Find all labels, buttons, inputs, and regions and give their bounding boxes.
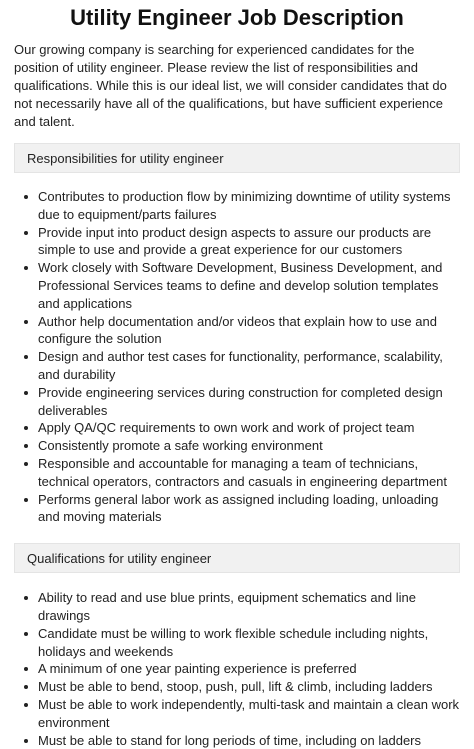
page-title: Utility Engineer Job Description xyxy=(70,5,404,30)
list-item: Provide engineering services during construction for completed design deliverables xyxy=(38,384,460,420)
list-item: Responsible and accountable for managing a team of technicians, technical operators, contractors and casuals in engineering department xyxy=(38,455,460,491)
list-item: Candidate must be willing to work flexible schedule including nights, holidays and weekends xyxy=(38,625,460,661)
qualifications-heading: Qualifications for utility engineer xyxy=(27,550,212,566)
list-item: Must be able to bend, stoop, push, pull, lift & climb, including ladders xyxy=(38,678,460,696)
list-item: Performs general labor work as assigned including loading, unloading and moving materials xyxy=(38,491,460,527)
list-item: Apply QA/QC requirements to own work and work of project team xyxy=(38,419,460,437)
responsibilities-heading: Responsibilities for utility engineer xyxy=(27,150,224,166)
list-item: Author help documentation and/or videos that explain how to use and configure the solution xyxy=(38,313,460,349)
list-item: Must be able to stand for long periods of time, including on ladders xyxy=(38,732,460,749)
list-item: Design and author test cases for functionality, performance, scalability, and durability xyxy=(38,348,460,384)
list-item: Work closely with Software Development, Business Development, and Professional Services teams to define and develop solution templates and applications xyxy=(38,259,460,312)
responsibilities-list xyxy=(14,188,460,526)
responsibilities-header xyxy=(14,143,460,173)
list-item: Consistently promote a safe working environment xyxy=(38,437,460,455)
list-item: Must be able to work independently, multi-task and maintain a clean work environment xyxy=(38,696,460,730)
intro-paragraph: Our growing company is searching for experienced candidates for the position of utility engineer. Please review the list of responsibilities and qualifications. While this is our ideal list, we will consider candidates that do not necessarily have all of the qualifications, but have sufficient experience and talent. xyxy=(14,42,447,129)
list-item: Contributes to production flow by minimizing downtime of utility systems due to equipment/parts failures xyxy=(38,188,460,224)
list-item: A minimum of one year painting experience is preferred xyxy=(38,660,460,678)
list-item: Provide input into product design aspects to assure our products are simple to use and provide a great experience for our customers xyxy=(38,224,460,260)
list-item: Ability to read and use blue prints, equipment schematics and line drawings xyxy=(38,589,460,625)
qualifications-header xyxy=(14,543,460,573)
qualifications-list xyxy=(14,589,460,749)
